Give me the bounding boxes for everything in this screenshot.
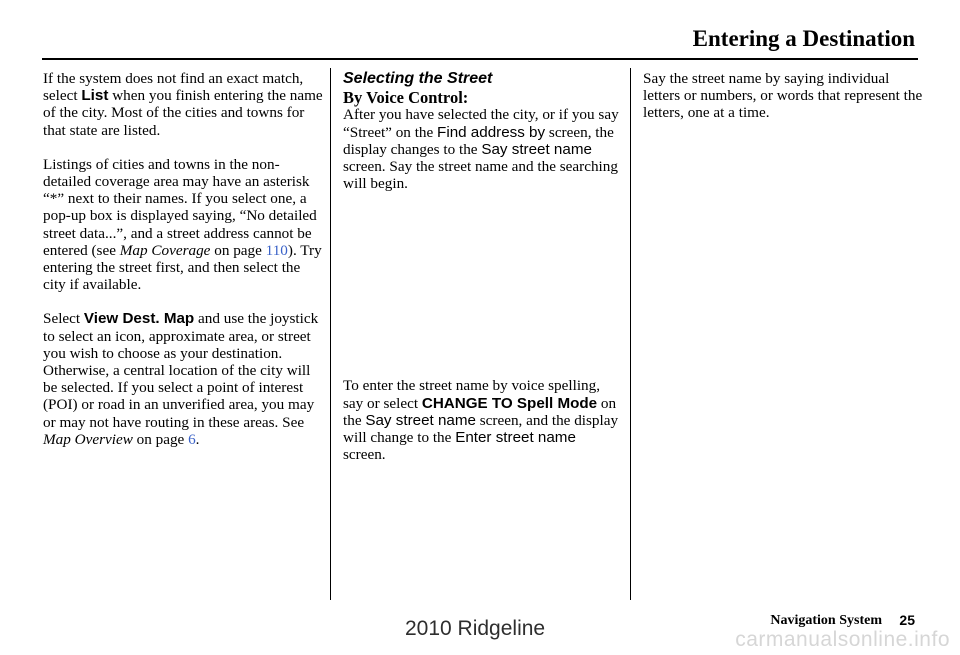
column-left (43, 70, 325, 465)
ui-term-enter-street-name: Enter street name (455, 429, 576, 447)
section-title: Selecting the Street (343, 70, 493, 87)
paragraph-spell-letters: Say the street name by saying individual letters or numbers, or words that represent the letters, one at a time. (643, 70, 923, 122)
ui-term-say-street-name-2: Say street name (365, 411, 476, 429)
footer-section-name: Navigation System (770, 613, 882, 628)
column-right (643, 70, 925, 139)
page-title: Entering a Destination (692, 26, 915, 51)
subheading-voice-control: By Voice Control: (343, 88, 469, 108)
paragraph-say-street-name: After you have selected the city, or if you say “Street” on the Find address by screen, the display changes to the Say street name screen. Say the street name and the searching will begin. (343, 106, 619, 193)
ui-term-find-address-by: Find address by (437, 123, 546, 141)
page-link-6[interactable]: 6 (188, 430, 196, 448)
page-link-110[interactable]: 110 (265, 241, 288, 259)
ui-term-list: List (81, 87, 109, 105)
paragraph-spell-mode: To enter the street name by voice spelling, say or select CHANGE TO Spell Mode on the Say street name screen, and the display will change to the Enter street name screen. (343, 377, 619, 464)
header-rule (42, 58, 918, 60)
ui-term-change-to-spell-mode: CHANGE TO Spell Mode (421, 394, 598, 412)
column-divider-left (330, 68, 331, 600)
paragraph-non-detailed-coverage: Listings of cities and towns in the non-detailed coverage area may have an asterisk “*” next to their names. If you select one, a pop-up box is displayed saying, “No detailed street data...”, and a street address cannot be entered (see Map Coverage on page 110). Try entering the street first, and then select the city if available. (43, 155, 322, 294)
paragraph-no-city-found: If the system does not find an exact match, select List when you finish entering the name of the city. Most of the cities and towns for that state are listed. (43, 70, 323, 139)
column-divider-right (630, 68, 631, 600)
model-watermark: 2010 Ridgeline (405, 617, 546, 640)
column-middle (343, 70, 621, 480)
paragraph-view-dest-map: Select View Dest. Map and use the joystick to select an icon, approximate area, or street you wish to choose as your destination. Otherwise, a central location of the city will be selected. If you select a point of interest (POI) or road in an unverified area, you may or may not have routing in these areas. See Map Overview on page 6. (43, 310, 319, 448)
ui-term-say-street-name: Say street name (481, 140, 592, 158)
ui-term-view-dest-map: View Dest. Map (83, 310, 195, 328)
site-watermark: carmanualsonline.info (735, 628, 950, 651)
footer-page-number: 25 (899, 612, 915, 628)
ref-map-overview: Map Overview (43, 430, 133, 448)
ref-map-coverage: Map Coverage (119, 241, 211, 259)
